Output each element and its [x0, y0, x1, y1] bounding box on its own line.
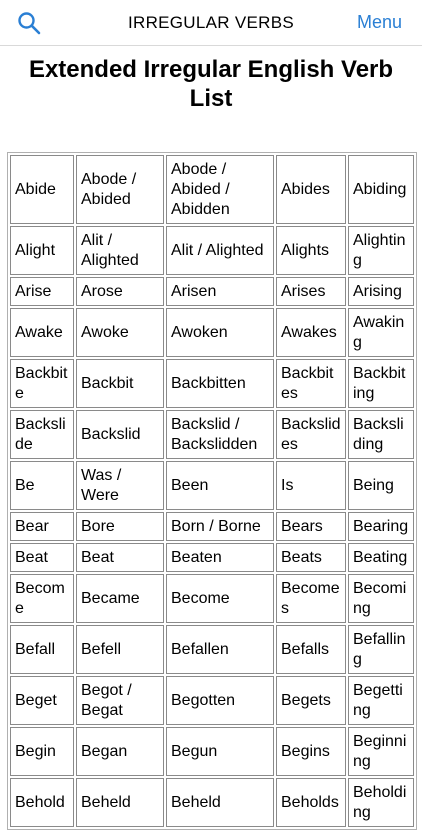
table-cell-present-participle: Alighting — [348, 226, 414, 275]
table-cell-present-participle: Begetting — [348, 676, 414, 725]
table-cell-past-participle: Beaten — [166, 543, 274, 572]
table-cell-base-form: Beat — [10, 543, 74, 572]
table-cell-base-form: Befall — [10, 625, 74, 674]
table-cell-base-form: Awake — [10, 308, 74, 357]
table-cell-third-person: Awakes — [276, 308, 346, 357]
table-cell-past-simple: Awoke — [76, 308, 164, 357]
table-cell-present-participle: Backbiting — [348, 359, 414, 408]
table-cell-third-person: Backbites — [276, 359, 346, 408]
table-cell-base-form: Backbite — [10, 359, 74, 408]
table-cell-third-person: Beats — [276, 543, 346, 572]
table-cell-base-form: Begin — [10, 727, 74, 776]
table-cell-past-participle: Begotten — [166, 676, 274, 725]
table-cell-present-participle: Beating — [348, 543, 414, 572]
table-cell-base-form: Bear — [10, 512, 74, 541]
table-cell-past-simple: Befell — [76, 625, 164, 674]
table-cell-base-form: Backslide — [10, 410, 74, 459]
table-cell-third-person: Is — [276, 461, 346, 510]
table-cell-past-participle: Alit / Alighted — [166, 226, 274, 275]
table-cell-third-person: Arises — [276, 277, 346, 306]
table-cell-past-simple: Began — [76, 727, 164, 776]
table-row — [10, 574, 414, 623]
table-cell-past-participle: Arisen — [166, 277, 274, 306]
page-title: Extended Irregular English Verb List — [28, 56, 394, 112]
table-cell-third-person: Begets — [276, 676, 346, 725]
table-cell-base-form: Become — [10, 574, 74, 623]
table-cell-past-participle: Become — [166, 574, 274, 623]
table-row — [10, 155, 414, 224]
table-cell-base-form: Beget — [10, 676, 74, 725]
table-cell-present-participle: Beginning — [348, 727, 414, 776]
table-cell-present-participle: Being — [348, 461, 414, 510]
table-cell-third-person: Alights — [276, 226, 346, 275]
table-row — [10, 226, 414, 275]
table-cell-past-simple: Begot / Begat — [76, 676, 164, 725]
table-cell-present-participle: Awaking — [348, 308, 414, 357]
table-cell-base-form: Behold — [10, 778, 74, 827]
table-cell-third-person: Abides — [276, 155, 346, 224]
table-cell-past-simple: Arose — [76, 277, 164, 306]
table-cell-past-participle: Begun — [166, 727, 274, 776]
table-cell-base-form: Abide — [10, 155, 74, 224]
table-cell-past-participle: Awoken — [166, 308, 274, 357]
table-cell-past-participle: Backslid / Backslidden — [166, 410, 274, 459]
table-cell-past-participle: Backbitten — [166, 359, 274, 408]
table-cell-past-simple: Backbit — [76, 359, 164, 408]
table-cell-base-form: Arise — [10, 277, 74, 306]
table-cell-past-simple: Was / Were — [76, 461, 164, 510]
table-cell-past-simple: Beat — [76, 543, 164, 572]
table-row — [10, 308, 414, 357]
table-row — [10, 359, 414, 408]
table-cell-past-simple: Abode / Abided — [76, 155, 164, 224]
table-row — [10, 410, 414, 459]
table-cell-present-participle: Arising — [348, 277, 414, 306]
table-row — [10, 778, 414, 827]
table-cell-past-participle: Befallen — [166, 625, 274, 674]
table-cell-present-participle: Bearing — [348, 512, 414, 541]
table-cell-past-simple: Backslid — [76, 410, 164, 459]
table-cell-present-participle: Befalling — [348, 625, 414, 674]
table-cell-past-simple: Alit / Alighted — [76, 226, 164, 275]
nav-bar — [0, 0, 422, 46]
table-cell-past-simple: Became — [76, 574, 164, 623]
table-cell-third-person: Bears — [276, 512, 346, 541]
table-cell-present-participle: Beholding — [348, 778, 414, 827]
table-cell-base-form: Alight — [10, 226, 74, 275]
table-row — [10, 277, 414, 306]
table-cell-third-person: Becomes — [276, 574, 346, 623]
verb-table — [7, 152, 417, 830]
table-cell-present-participle: Becoming — [348, 574, 414, 623]
table-cell-past-simple: Beheld — [76, 778, 164, 827]
table-row — [10, 543, 414, 572]
table-row — [10, 727, 414, 776]
table-row — [10, 676, 414, 725]
table-row — [10, 461, 414, 510]
table-cell-base-form: Be — [10, 461, 74, 510]
table-cell-past-simple: Bore — [76, 512, 164, 541]
table-cell-past-participle: Born / Borne — [166, 512, 274, 541]
app-title: IRREGULAR VERBS — [127, 13, 295, 32]
table-row — [10, 512, 414, 541]
table-cell-present-participle: Backsliding — [348, 410, 414, 459]
table-cell-present-participle: Abiding — [348, 155, 414, 224]
table-cell-third-person: Beholds — [276, 778, 346, 827]
table-cell-past-participle: Beheld — [166, 778, 274, 827]
menu-button[interactable]: Menu — [356, 12, 402, 32]
table-row — [10, 625, 414, 674]
table-cell-third-person: Begins — [276, 727, 346, 776]
table-cell-third-person: Befalls — [276, 625, 346, 674]
table-cell-third-person: Backslides — [276, 410, 346, 459]
table-cell-past-participle: Been — [166, 461, 274, 510]
table-cell-past-participle: Abode / Abided / Abidden — [166, 155, 274, 224]
